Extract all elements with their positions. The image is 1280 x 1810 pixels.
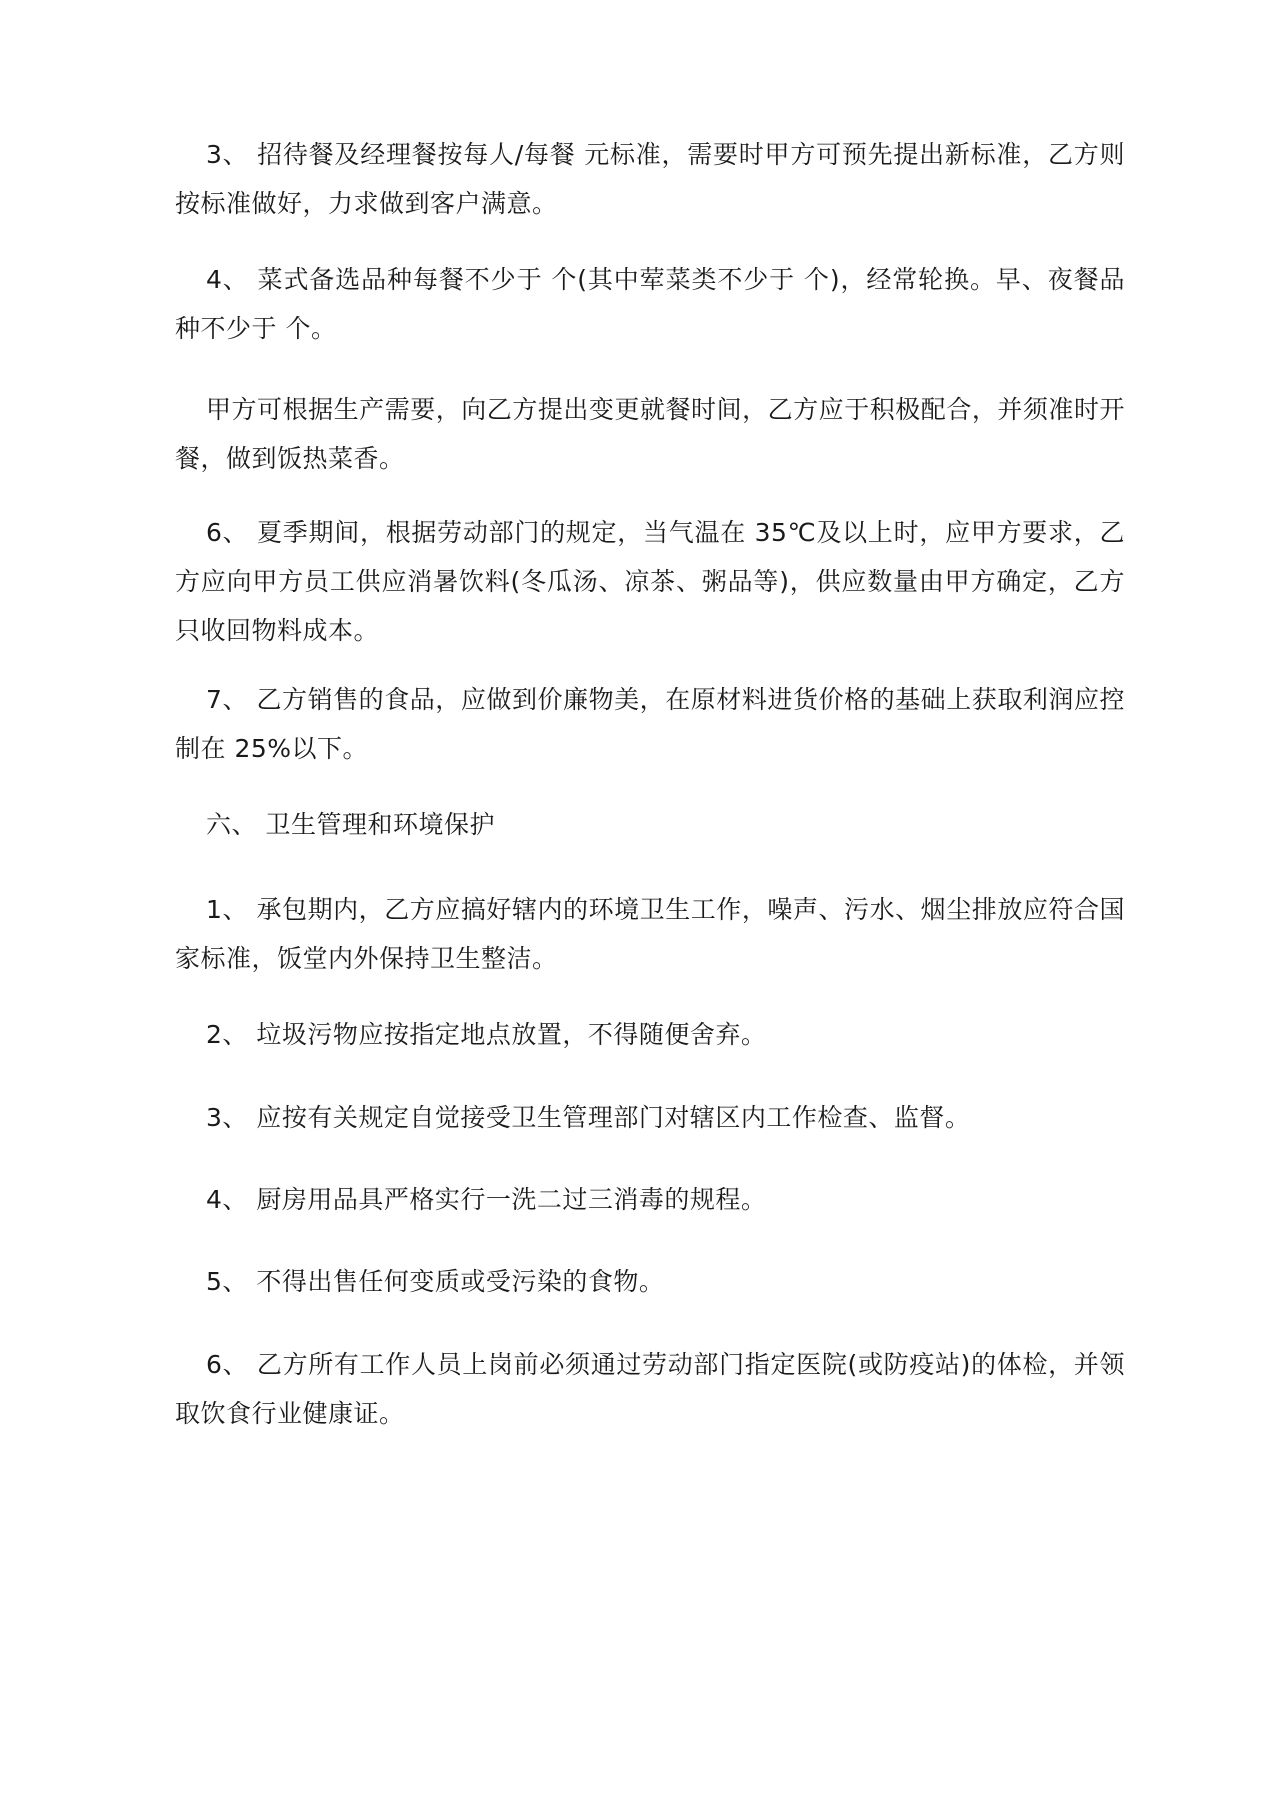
paragraph-inspection: 3、 应按有关规定自觉接受卫生管理部门对辖区内工作检查、监督。 bbox=[206, 1103, 971, 1132]
section-heading-hygiene: 六、 卫生管理和环境保护 bbox=[206, 810, 495, 839]
paragraph-reception-meal-standard: 3、 招待餐及经理餐按每人/每餐 元标准，需要时甲方可预先提出新标准，乙方则按标准做好，力求做到客户满意。 bbox=[175, 140, 1125, 218]
paragraph-meal-time-change: 甲方可根据生产需要，向乙方提出变更就餐时间，乙方应于积极配合，并须准时开餐，做到饭热菜香。 bbox=[175, 395, 1125, 473]
paragraph-waste-disposal: 2、 垃圾污物应按指定地点放置，不得随便舍弃。 bbox=[206, 1020, 767, 1049]
paragraph-spoiled-food: 5、 不得出售任何变质或受污染的食物。 bbox=[206, 1267, 665, 1296]
paragraph-summer-drinks: 6、 夏季期间，根据劳动部门的规定，当气温在 35℃及以上时，应甲方要求，乙方应向甲方员工供应消暑饮料(冬瓜汤、凉茶、粥品等)，供应数量由甲方确定，乙方只收回物料成本。 bbox=[175, 518, 1125, 645]
paragraph-disinfection: 4、 厨房用品具严格实行一洗二过三消毒的规程。 bbox=[206, 1185, 767, 1214]
paragraph-menu-variety: 4、 菜式备选品种每餐不少于 个(其中荤菜类不少于 个)，经常轮换。早、夜餐品种不少于 个。 bbox=[175, 265, 1125, 343]
paragraph-health-certificate: 6、 乙方所有工作人员上岗前必须通过劳动部门指定医院(或防疫站)的体检，并领取饮食行业健康证。 bbox=[175, 1350, 1125, 1428]
paragraph-environmental-hygiene: 1、 承包期内，乙方应搞好辖内的环境卫生工作，噪声、污水、烟尘排放应符合国家标准，饭堂内外保持卫生整洁。 bbox=[175, 895, 1125, 973]
paragraph-food-pricing: 7、 乙方销售的食品，应做到价廉物美，在原材料进货价格的基础上获取利润应控制在 25%以下。 bbox=[175, 685, 1125, 763]
